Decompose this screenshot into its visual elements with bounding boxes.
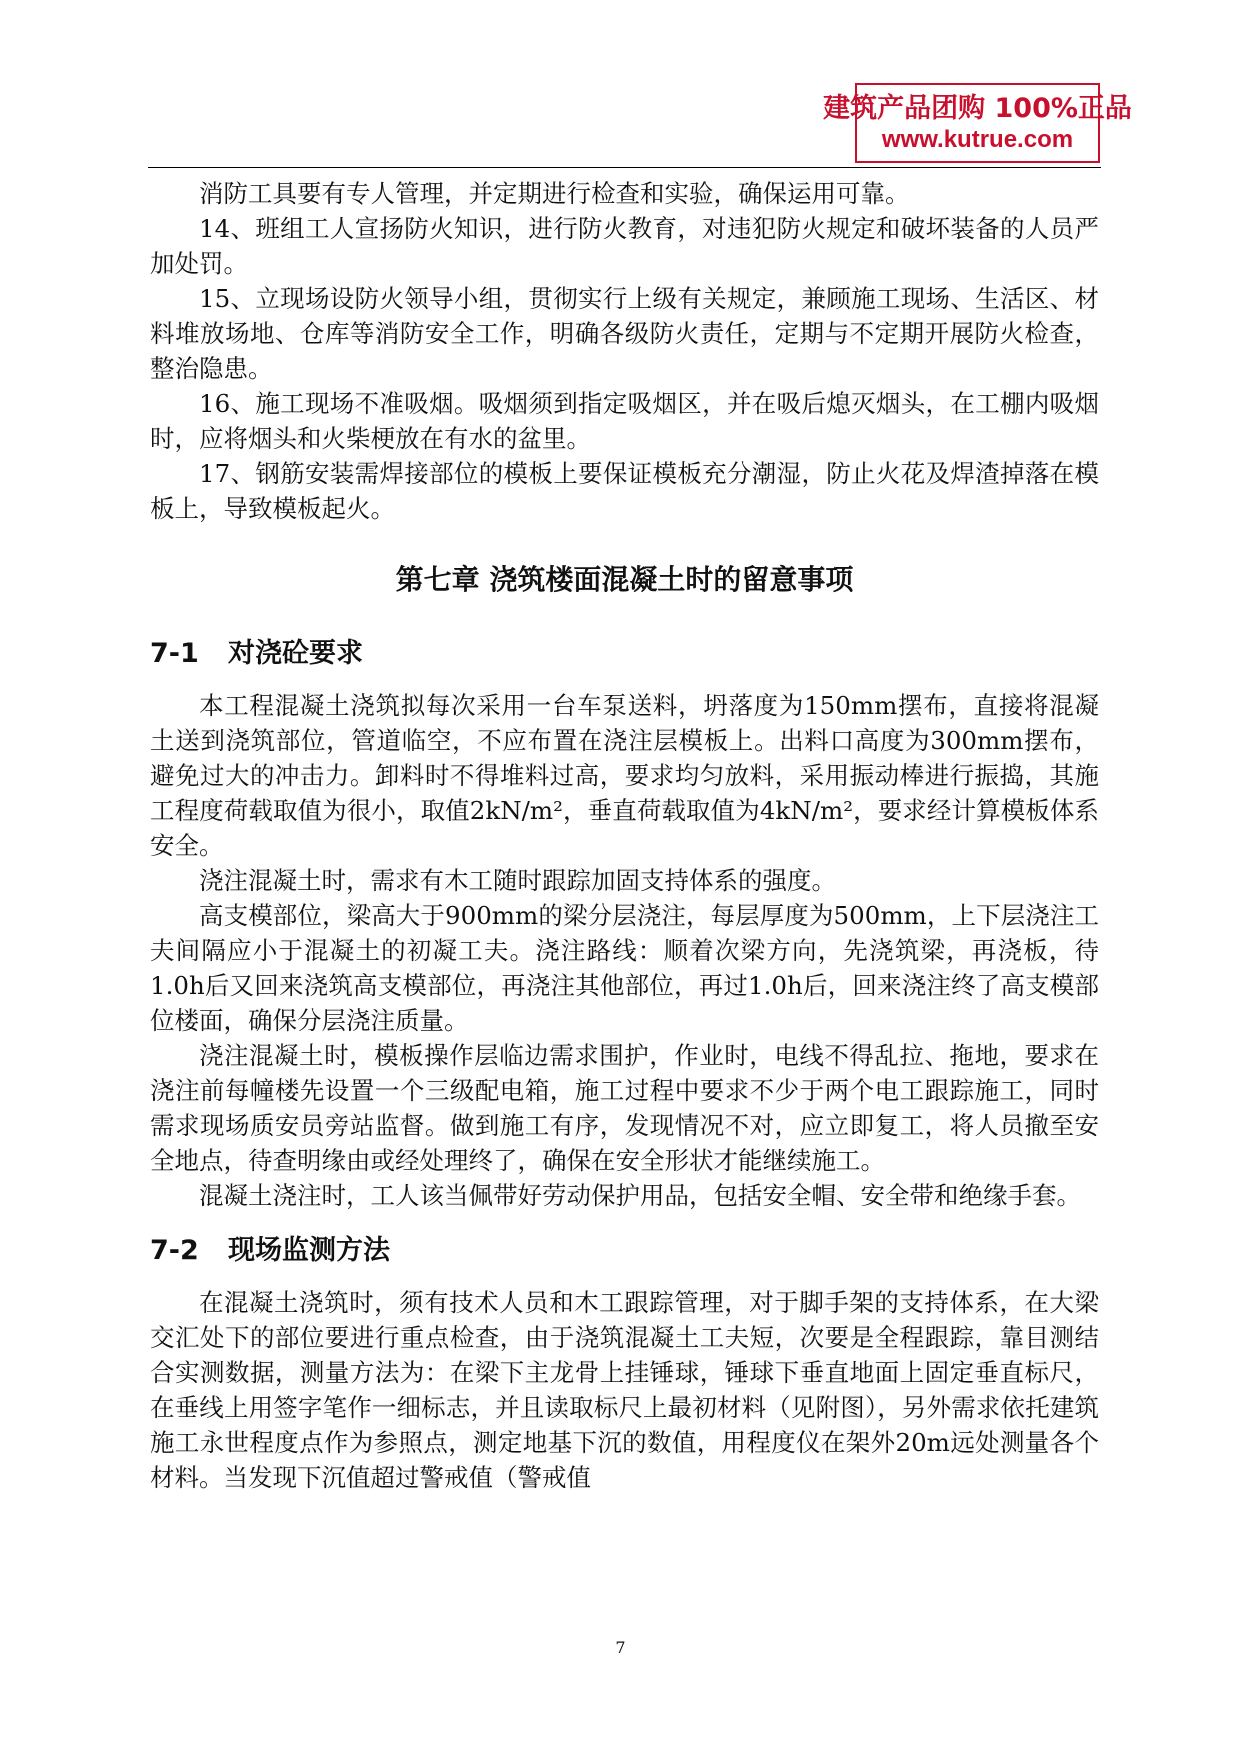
- page-number: 7: [615, 1638, 626, 1657]
- section-title: 对浇砼要求: [228, 638, 363, 669]
- paragraph: 在混凝土浇筑时，须有技术人员和木工跟踪管理，对于脚手架的支持体系，在大梁交汇处下的部位要进行重点检查，由于浇筑混凝土工夫短，次要是全程跟踪，靠目测结合实测数据，测量方法为：在梁下主龙骨上挂锤球，锤球下垂直地面上固定垂直标尺，在垂线上用签字笔作一细标志，并且读取标尺上最初材料（见附图），另外需求依托建筑施工永世程度点作为参照点，测定地基下沉的数值，用程度仪在架外20m远处测量各个材料。当发现下沉值超过警戒值（警戒值: [150, 1288, 1099, 1492]
- paragraph: 消防工具要有专人管理，并定期进行检查和实验，确保运用可靠。: [199, 179, 910, 208]
- paragraph: 浇注混凝土时，需求有木工随时跟踪加固支持体系的强度。: [199, 866, 836, 895]
- paragraph: 高支模部位，梁高大于900mm的梁分层浇注，每层厚度为500mm，上下层浇注工夫间隔应小于混凝土的初凝工夫。浇注路线：顺着次梁方向，先浇筑梁，再浇板，待1.0h后又回来浇筑高支模部位，再浇注其他部位，再过1.0h后，回来浇注终了高支模部位楼面，确保分层浇注质量。: [150, 901, 1099, 1035]
- section-number: 7-2: [150, 1235, 199, 1266]
- section-number: 7-1: [150, 638, 199, 669]
- paragraph: 混凝土浇注时，工人该当佩带好劳动保护用品，包括安全帽、安全带和绝缘手套。: [199, 1181, 1081, 1210]
- chapter-title: 第七章 浇筑楼面混凝土时的留意事项: [395, 563, 854, 596]
- paragraph: 14、班组工人宣扬防火知识，进行防火教育，对违犯防火规定和破坏装备的人员严加处罚。: [150, 214, 1099, 278]
- paragraph: 16、施工现场不准吸烟。吸烟须到指定吸烟区，并在吸后熄灭烟头，在工棚内吸烟时，应将烟头和火柴梗放在有水的盆里。: [150, 389, 1099, 453]
- document-body: [150, 176, 1099, 1495]
- paragraph: 本工程混凝土浇筑拟每次采用一台车泵送料，坍落度为150mm摆布，直接将混凝土送到浇筑部位，管道临空，不应布置在浇注层模板上。出料口高度为300mm摆布，避免过大的冲击力。卸料时不得堆料过高，要求均匀放料，采用振动棒进行振捣，其施工程度荷载取值为很小，取值2kN/m²，垂直荷载取值为4kN/m²，要求经计算模板体系安全。: [150, 691, 1099, 860]
- section-title: 现场监测方法: [228, 1235, 390, 1266]
- paragraph: 浇注混凝土时，模板操作层临边需求围护，作业时，电线不得乱拉、拖地，要求在浇注前每幢楼先设置一个三级配电箱，施工过程中要求不少于两个电工跟踪施工，同时需求现场质安员旁站监督。做到施工有序，发现情况不对，应立即复工，将人员撤至安全地点，待查明缘由或经处理终了，确保在安全形状才能继续施工。: [150, 1041, 1099, 1175]
- kutrue-logo: [823, 83, 1132, 163]
- logo-slogan: 建筑产品团购 100%正品: [823, 93, 1132, 124]
- header-rule: [148, 167, 1101, 168]
- section-heading-7-2: [150, 1231, 1099, 1271]
- paragraph: 17、钢筋安装需焊接部位的模板上要保证模板充分潮湿，防止火花及焊渣掉落在模板上，导致模板起火。: [150, 459, 1099, 523]
- logo-url: www.kutrue.com: [881, 126, 1074, 153]
- section-heading-7-1: [150, 634, 1099, 674]
- paragraph: 15、立现场设防火领导小组，贯彻实行上级有关规定，兼顾施工现场、生活区、材料堆放场地、仓库等消防安全工作，明确各级防火责任，定期与不定期开展防火检查，整治隐患。: [150, 284, 1099, 383]
